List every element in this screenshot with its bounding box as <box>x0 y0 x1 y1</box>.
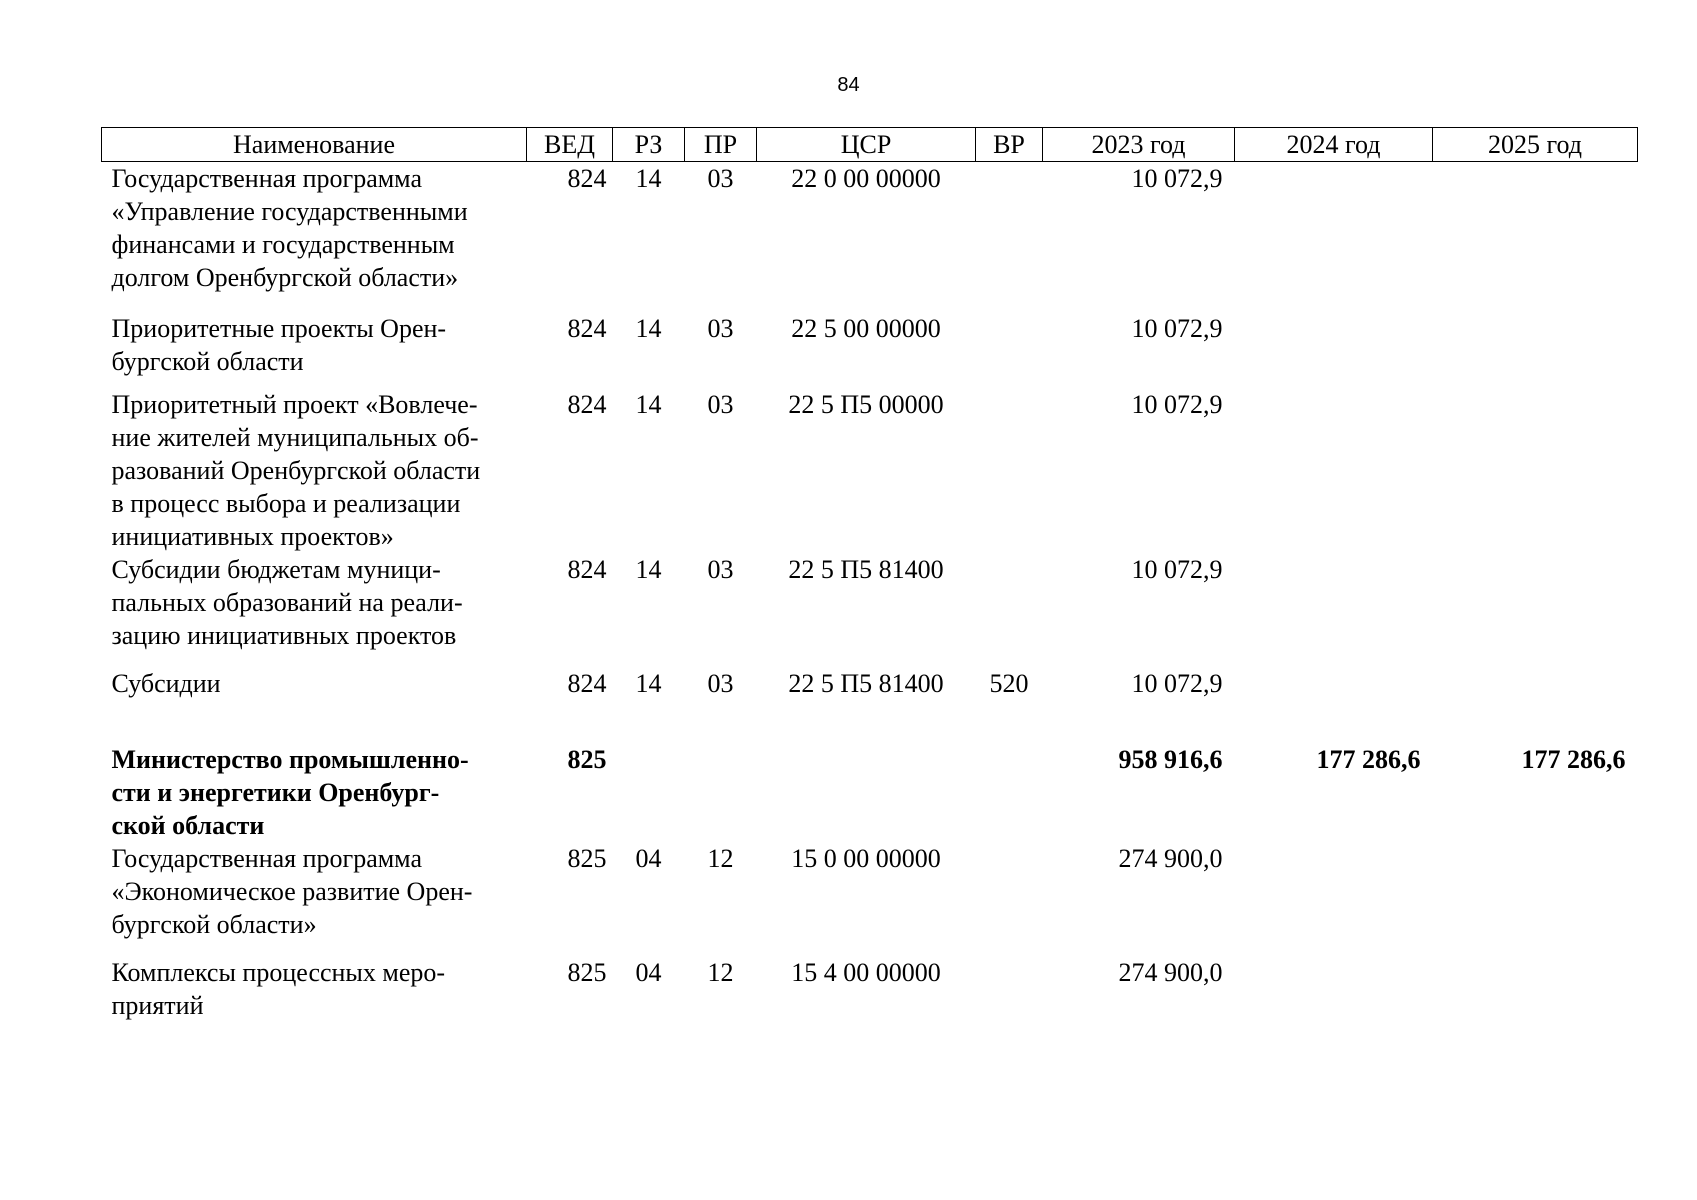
row-2023: 10 072,9 <box>1131 164 1223 193</box>
row-ved: 825 <box>567 744 607 774</box>
row-rz: 14 <box>635 389 662 419</box>
row-vr <box>976 553 1043 667</box>
row-name: Субсидии бюджетам муници- пальных образований на реали- зацию инициативных проектов <box>111 554 463 650</box>
row-2025: 177 286,6 <box>1521 744 1626 774</box>
row-ved: 824 <box>567 313 607 343</box>
header-2025: 2025 год <box>1433 128 1638 162</box>
row-ved: 824 <box>567 389 607 419</box>
table-row <box>102 667 1638 743</box>
row-name: Субсидии <box>111 668 221 698</box>
table-row <box>102 162 1638 312</box>
row-vr <box>976 743 1043 842</box>
row-csr: 22 5 П5 81400 <box>788 668 944 698</box>
row-rz: 14 <box>635 668 662 698</box>
budget-table <box>101 127 1638 1026</box>
row-csr: 15 4 00 00000 <box>791 957 941 987</box>
row-2024 <box>1235 956 1433 1026</box>
row-csr <box>757 743 976 842</box>
header-2024: 2024 год <box>1235 128 1433 162</box>
row-ved: 824 <box>567 554 607 584</box>
header-name: Наименование <box>102 128 527 162</box>
row-name: Приоритетный проект «Вовлече- ние жителей муниципальных об- разований Оренбургской области в процесс выбора и реализации инициативных проектов» <box>111 389 481 551</box>
row-2023: 10 072,9 <box>1131 389 1223 419</box>
row-2025 <box>1433 162 1638 312</box>
row-name: Приоритетные проекты Орен- бургской области <box>111 313 447 376</box>
row-ved: 825 <box>567 957 607 987</box>
header-pr: ПР <box>685 128 757 162</box>
row-vr: 520 <box>989 668 1029 698</box>
table-header <box>102 128 1638 162</box>
table-row <box>102 743 1638 842</box>
header-csr: ЦСР <box>757 128 976 162</box>
row-2023: 10 072,9 <box>1131 668 1223 698</box>
row-ved: 824 <box>567 164 607 193</box>
table-row <box>102 842 1638 956</box>
row-2024 <box>1235 312 1433 388</box>
row-2023: 274 900,0 <box>1118 843 1223 873</box>
row-rz: 04 <box>635 843 662 873</box>
table-row <box>102 553 1638 667</box>
header-ved: ВЕД <box>527 128 613 162</box>
row-2025 <box>1433 842 1638 956</box>
row-vr <box>976 388 1043 553</box>
row-rz <box>613 743 685 842</box>
row-ved: 824 <box>567 668 607 698</box>
row-2025 <box>1433 388 1638 553</box>
row-2023: 958 916,6 <box>1118 744 1223 774</box>
row-2023: 10 072,9 <box>1131 554 1223 584</box>
table-row <box>102 388 1638 553</box>
row-csr: 15 0 00 00000 <box>791 843 941 873</box>
row-2024 <box>1235 842 1433 956</box>
table-row <box>102 956 1638 1026</box>
row-2024 <box>1235 667 1433 743</box>
row-2023: 274 900,0 <box>1118 957 1223 987</box>
page-number: 84 <box>837 74 860 96</box>
row-pr <box>685 743 757 842</box>
row-ved: 825 <box>567 843 607 873</box>
row-rz: 14 <box>635 164 662 193</box>
row-vr <box>976 842 1043 956</box>
row-csr: 22 0 00 00000 <box>791 164 941 193</box>
row-2024 <box>1235 162 1433 312</box>
row-vr <box>976 312 1043 388</box>
row-name: Государственная программа «Управление государственными финансами и государственным долгом Оренбургской области» <box>111 164 468 292</box>
row-rz: 14 <box>635 554 662 584</box>
row-rz: 04 <box>635 957 662 987</box>
row-pr: 03 <box>707 313 734 343</box>
row-vr <box>976 162 1043 312</box>
row-pr: 03 <box>707 554 734 584</box>
header-rz: РЗ <box>613 128 685 162</box>
row-pr: 03 <box>707 164 734 193</box>
row-rz: 14 <box>635 313 662 343</box>
row-2024: 177 286,6 <box>1316 744 1421 774</box>
row-2025 <box>1433 956 1638 1026</box>
row-pr: 12 <box>707 957 734 987</box>
row-2023: 10 072,9 <box>1131 313 1223 343</box>
table-row <box>102 312 1638 388</box>
row-vr <box>976 956 1043 1026</box>
row-2024 <box>1235 388 1433 553</box>
row-pr: 12 <box>707 843 734 873</box>
row-2025 <box>1433 553 1638 667</box>
header-2023: 2023 год <box>1043 128 1235 162</box>
header-vr: ВР <box>976 128 1043 162</box>
row-name: Министерство промышленно- сти и энергетики Оренбург- ской области <box>111 744 469 840</box>
row-2025 <box>1433 312 1638 388</box>
row-pr: 03 <box>707 668 734 698</box>
row-csr: 22 5 П5 00000 <box>788 389 944 419</box>
row-2025 <box>1433 667 1638 743</box>
row-name: Государственная программа «Экономическое развитие Орен- бургской области» <box>111 843 473 939</box>
row-pr: 03 <box>707 389 734 419</box>
row-csr: 22 5 00 00000 <box>791 313 941 343</box>
row-csr: 22 5 П5 81400 <box>788 554 944 584</box>
row-name: Комплексы процессных меро- приятий <box>111 957 446 1020</box>
table-body <box>102 162 1638 1026</box>
row-2024 <box>1235 553 1433 667</box>
